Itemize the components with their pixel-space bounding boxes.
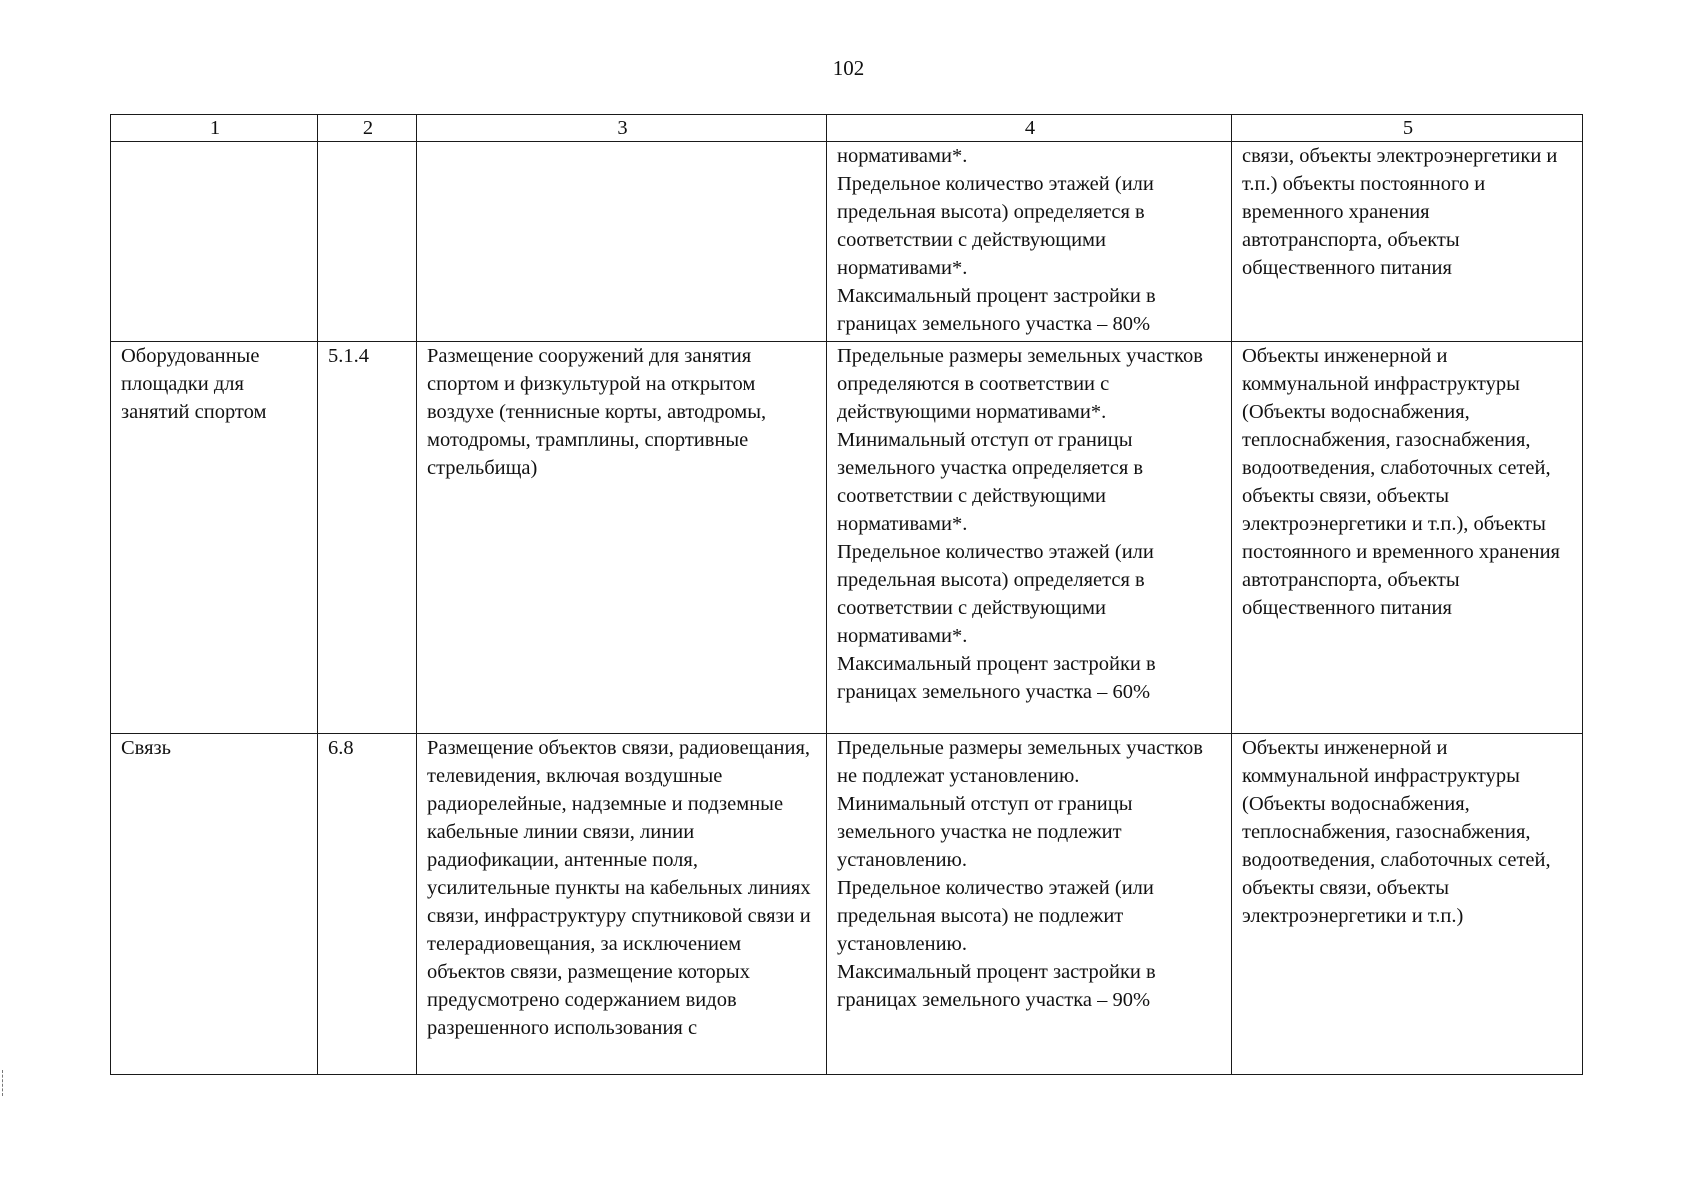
- table-row: [111, 342, 1583, 734]
- parameter-line: Минимальный отступ от границы земельного участка не подлежит установлению.: [837, 793, 1133, 871]
- use-code-cell: 5.1.4: [318, 342, 417, 734]
- header-col-3: 3: [417, 115, 827, 142]
- land-use-table: [110, 114, 1583, 1075]
- auxiliary-uses-cell: связи, объекты электроэнергетики и т.п.) объекты постоянного и временного хранения автотранспорта, объекты общественного питания: [1232, 142, 1583, 342]
- parameter-line: Предельное количество этажей (или предельная высота) определяется в соответствии с действующими нормативами*.: [837, 173, 1154, 279]
- parameter-line: Предельные размеры земельных участков не подлежат установлению.: [837, 737, 1203, 787]
- parameter-line: Максимальный процент застройки в границах земельного участка – 80%: [837, 285, 1156, 335]
- table-header-row: [111, 115, 1583, 142]
- use-name-cell: Оборудованные площадки для занятий спортом: [111, 342, 318, 734]
- use-name-cell: Связь: [111, 734, 318, 1075]
- parameter-line: Максимальный процент застройки в границах земельного участка – 90%: [837, 961, 1156, 1011]
- parameter-line: Минимальный отступ от границы земельного участка определяется в соответствии с действующими нормативами*.: [837, 429, 1144, 535]
- header-col-5: 5: [1232, 115, 1583, 142]
- use-description-cell: Размещение сооружений для занятия спортом и физкультурой на открытом воздухе (теннисные корты, автодромы, мотодромы, трамплины, спортивные стрельбища): [417, 342, 827, 734]
- use-name-cell: [111, 142, 318, 342]
- parameters-cell: [827, 734, 1232, 1075]
- parameter-line: Предельное количество этажей (или предельная высота) не подлежит установлению.: [837, 877, 1154, 955]
- table-row: [111, 142, 1583, 342]
- header-col-2: 2: [318, 115, 417, 142]
- use-description-cell: Размещение объектов связи, радиовещания, телевидения, включая воздушные радиорелейные, надземные и подземные кабельные линии связи, линии радиофикации, антенные поля, усилительные пункты на кабельных линиях связи, инфраструктуру спутниковой связи и телерадиовещания, за исключением объектов связи, размещение которых предусмотрено содержанием видов разрешенного использования с: [417, 734, 827, 1075]
- auxiliary-uses-cell: Объекты инженерной и коммунальной инфраструктуры (Объекты водоснабжения, теплоснабжения, газоснабжения, водоотведения, слаботочных сетей, объекты связи, объекты электроэнергетики и т.п.), объекты постоянного и временного хранения автотранспорта, объекты общественного питания: [1232, 342, 1583, 734]
- header-col-1: 1: [111, 115, 318, 142]
- parameter-line: Предельные размеры земельных участков определяются в соответствии с действующими нормативами*.: [837, 345, 1203, 423]
- page-number: 102: [832, 56, 865, 80]
- parameters-cell: [827, 142, 1232, 342]
- header-col-4: 4: [827, 115, 1232, 142]
- parameter-line: Предельное количество этажей (или предельная высота) определяется в соответствии с действующими нормативами*.: [837, 541, 1154, 647]
- use-description-cell: [417, 142, 827, 342]
- table-row: [111, 734, 1583, 1075]
- parameters-cell: [827, 342, 1232, 734]
- use-code-cell: [318, 142, 417, 342]
- scan-margin-mark: [2, 1070, 6, 1096]
- parameter-line: Максимальный процент застройки в границах земельного участка – 60%: [837, 653, 1156, 703]
- auxiliary-uses-cell: Объекты инженерной и коммунальной инфраструктуры (Объекты водоснабжения, теплоснабжения, газоснабжения, водоотведения, слаботочных сетей, объекты связи, объекты электроэнергетики и т.п.): [1232, 734, 1583, 1075]
- use-code-cell: 6.8: [318, 734, 417, 1075]
- parameter-line: нормативами*.: [837, 145, 968, 167]
